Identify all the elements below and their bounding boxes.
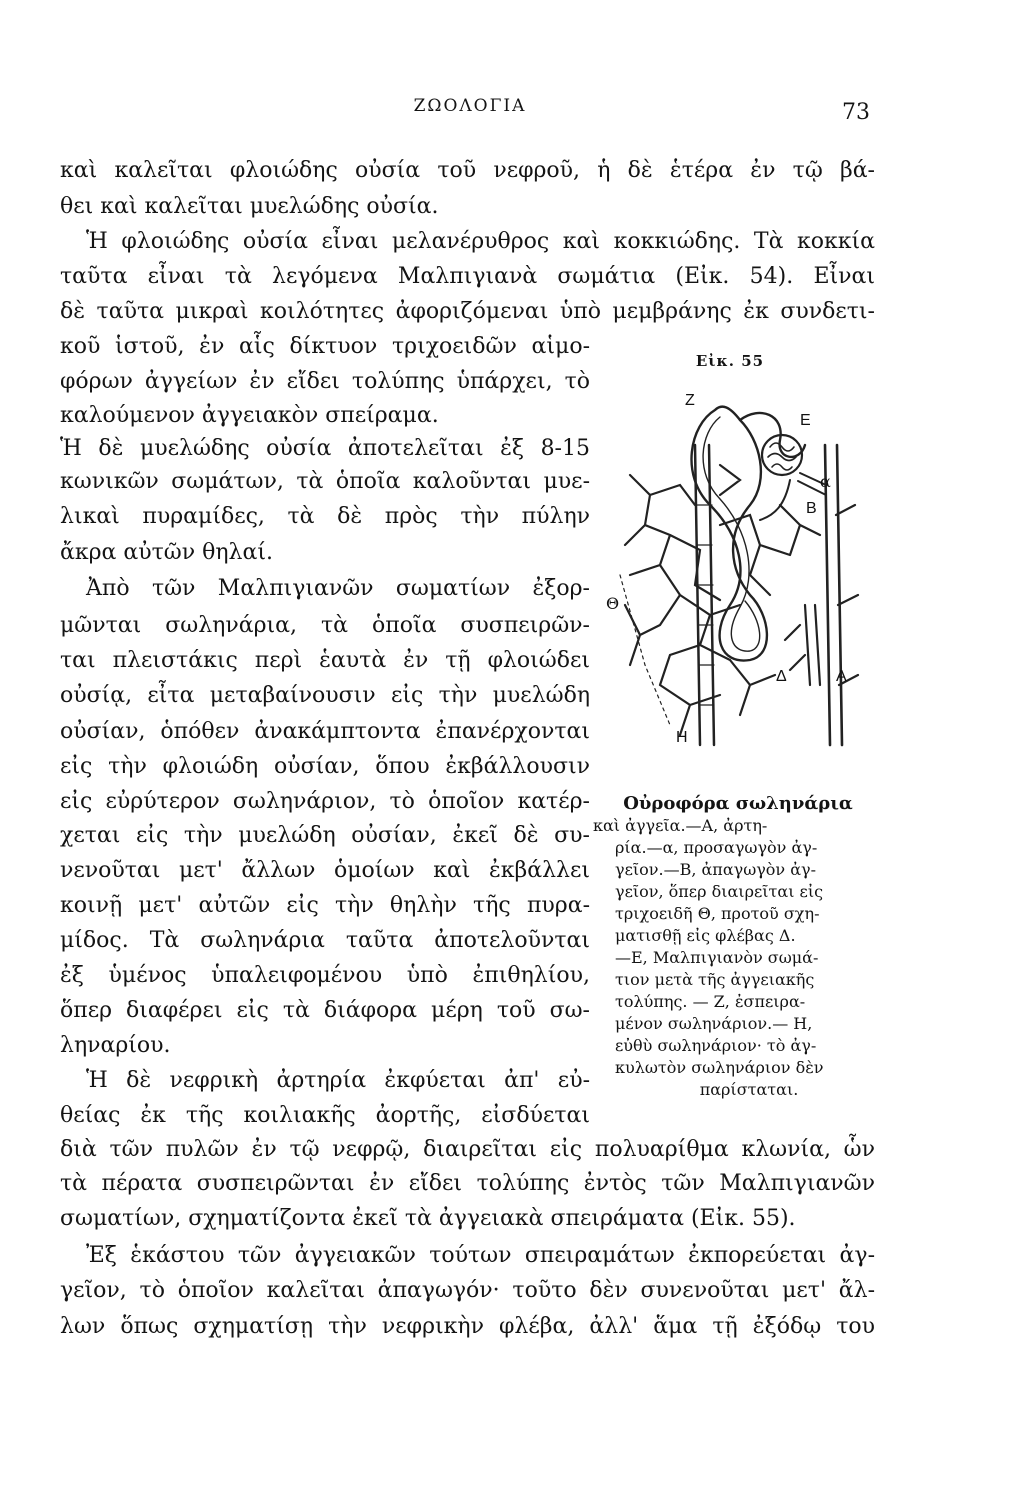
text-line: ὅπερ διαφέρει εἰς τὰ διάφορα μέρη τοῦ σω- <box>60 998 590 1023</box>
figure-letter-b: B <box>806 500 817 517</box>
text-line: μῶνται σωληνάρια, τὰ ὁποῖα συσπειρῶν- <box>60 613 590 638</box>
text-line: ταῦτα εἶναι τὰ λεγόμενα Μαλπιγιανὰ σωμάτια (Εἰκ. 54). Εἶναι <box>60 264 875 289</box>
figure-letter-alpha: α <box>820 472 831 491</box>
figure-letter-delta: Δ <box>776 668 787 685</box>
figure-caption <box>593 793 883 1101</box>
text-line: τὰ πέρατα συσπειρῶνται ἐν εἴδει τολύπης ἐντὸς τῶν Μαλπιγιανῶν <box>60 1171 875 1196</box>
text-line: καλούμενον ἀγγειακὸν σπείραμα. <box>60 403 439 428</box>
caption-line: —Ε, Μαλπιγιανὸν σωμά- <box>615 948 819 967</box>
text-line: λικαὶ πυραμίδες, τὰ δὲ πρὸς τὴν πύλην <box>60 504 590 529</box>
text-line: γεῖον, τὸ ὁποῖον καλεῖται ἀπαγωγόν· τοῦτο δὲν συνενοῦται μετ' ἄλ- <box>60 1278 875 1303</box>
text-line: καὶ καλεῖται φλοιώδης οὐσία τοῦ νεφροῦ, ἡ δὲ ἑτέρα ἐν τῷ βά- <box>60 158 875 183</box>
caption-line: Οὐροφόρα σωληνάρια <box>623 793 853 814</box>
caption-line: κυλωτὸν σωληνάριον δὲν <box>615 1058 824 1077</box>
efferent-vessel <box>760 480 790 520</box>
text-line: φόρων ἀγγείων ἐν εἴδει τολύπης ὑπάρχει, τὸ <box>60 369 590 394</box>
text-line: θείας ἐκ τῆς κοιλιακῆς ἀορτῆς, εἰσδύεται <box>60 1103 590 1128</box>
text-line: θει καὶ καλεῖται μυελώδης οὐσία. <box>60 194 439 219</box>
figure-letter-theta: Θ <box>606 594 620 613</box>
figure-letter-a: A <box>836 668 847 685</box>
caption-line: τιον μετὰ τῆς ἀγγειακῆς <box>615 970 815 989</box>
text-line: διὰ τῶν πυλῶν ἐν τῷ νεφρῷ, διαιρεῖται εἰς πολυαρίθμα κλωνία, ὧν <box>60 1137 875 1162</box>
figure-letter-z: Z <box>685 392 695 409</box>
caption-line: εὐθὺ σωληνάριον· τὸ ἀγ- <box>615 1036 817 1055</box>
text-line: Ἡ φλοιώδης οὐσία εἶναι μελανέρυθρος καὶ κοκκιώδης. Τὰ κοκκία <box>86 229 875 254</box>
kidney-tubule-illustration <box>600 385 860 770</box>
figure-label: Εἰκ. 55 <box>695 352 765 370</box>
caption-line: γεῖον.—Β, ἀπαγωγὸν ἀγ- <box>615 860 817 879</box>
text-line: Ἡ δὲ μυελώδης οὐσία ἀποτελεῖται ἐξ 8-15 <box>60 436 590 461</box>
figure-letter-e: E <box>800 412 811 429</box>
caption-line: μένον σωληνάριον.— Η, <box>615 1014 813 1033</box>
text-line: εἰς τὴν φλοιώδη οὐσίαν, ὅπου ἐκβάλλουσιν <box>60 754 590 779</box>
capillary-network <box>625 465 820 735</box>
page-number: 73 <box>842 100 870 125</box>
caption-line: ρία.—α, προσαγωγὸν ἀγ- <box>615 838 818 857</box>
text-line: Ἀπὸ τῶν Μαλπιγιανῶν σωματίων ἐξορ- <box>86 576 590 601</box>
text-line: Ἐξ ἑκάστου τῶν ἀγγειακῶν τούτων σπειραμάτων ἐκπορεύεται ἀγ- <box>86 1243 875 1268</box>
text-line: χεται εἰς τὴν μυελώδη οὐσίαν, ἐκεῖ δὲ συ- <box>60 823 590 848</box>
text-line: ληναρίου. <box>60 1033 171 1058</box>
text-line: κοῦ ἱστοῦ, ἐν αἷς δίκτυον τριχοειδῶν αἱμο- <box>60 334 590 359</box>
vein <box>785 605 820 685</box>
caption-line: τολύπης. — Ζ, ἐσπειρα- <box>615 992 806 1011</box>
text-line: νενοῦται μετ' ἄλλων ὁμοίων καὶ ἐκβάλλει <box>60 858 590 883</box>
running-head: ΖΩΟΛΟΓΙΑ <box>413 96 527 116</box>
caption-line: καὶ ἀγγεῖα.—Α, ἀρτη- <box>593 816 768 835</box>
text-line: ται πλειστάκις περὶ ἑαυτὰ ἐν τῇ φλοιώδει <box>60 648 590 673</box>
text-line: οὐσίᾳ, εἶτα μεταβαίνουσιν εἰς τὴν μυελώδη <box>60 683 590 708</box>
text-line: ἐξ ὑμένος ὑπαλειφομένου ὑπὸ ἐπιθηλίου, <box>60 963 590 988</box>
text-line: δὲ ταῦτα μικραὶ κοιλότητες ἀφοριζόμεναι ὑπὸ μεμβράνης ἐκ συνδετι- <box>60 299 875 324</box>
text-line: Ἡ δὲ νεφρικὴ ἀρτηρία ἐκφύεται ἀπ' εὐ- <box>86 1068 590 1093</box>
text-line: κοινῇ μετ' αὐτῶν εἰς τὴν θηλὴν τῆς πυρα- <box>60 893 590 918</box>
caption-line: τριχοειδῆ Θ, προτοῦ σχη- <box>615 904 820 923</box>
text-line: οὐσίαν, ὁπόθεν ἀνακάμπτοντα ἐπανέρχονται <box>60 719 590 744</box>
caption-line: ματισθῇ εἰς φλέβας Δ. <box>615 926 796 945</box>
caption-line: γεῖον, ὅπερ διαιρεῖται εἰς <box>615 882 824 901</box>
text-line: μίδος. Τὰ σωληνάρια ταῦτα ἀποτελοῦνται <box>60 928 590 953</box>
text-line: ἄκρα αὐτῶν θηλαί. <box>60 540 273 565</box>
text-line: κωνικῶν σωμάτων, τὰ ὁποῖα καλοῦνται μυε- <box>60 469 590 494</box>
text-line: σωματίων, σχηματίζοντα ἐκεῖ τὰ ἀγγειακὰ σπειράματα (Εἰκ. 55). <box>60 1206 796 1231</box>
caption-line: παρίσταται. <box>699 1080 799 1099</box>
text-line: εἰς εὐρύτερον σωληνάριον, τὸ ὁποῖον κατέρ- <box>60 789 590 814</box>
text-line: λων ὅπως σχηματίσῃ τὴν νεφρικὴν φλέβα, ἀλλ' ἅμα τῇ ἐξόδῳ του <box>60 1314 875 1339</box>
figure-letter-h: H <box>676 729 688 746</box>
